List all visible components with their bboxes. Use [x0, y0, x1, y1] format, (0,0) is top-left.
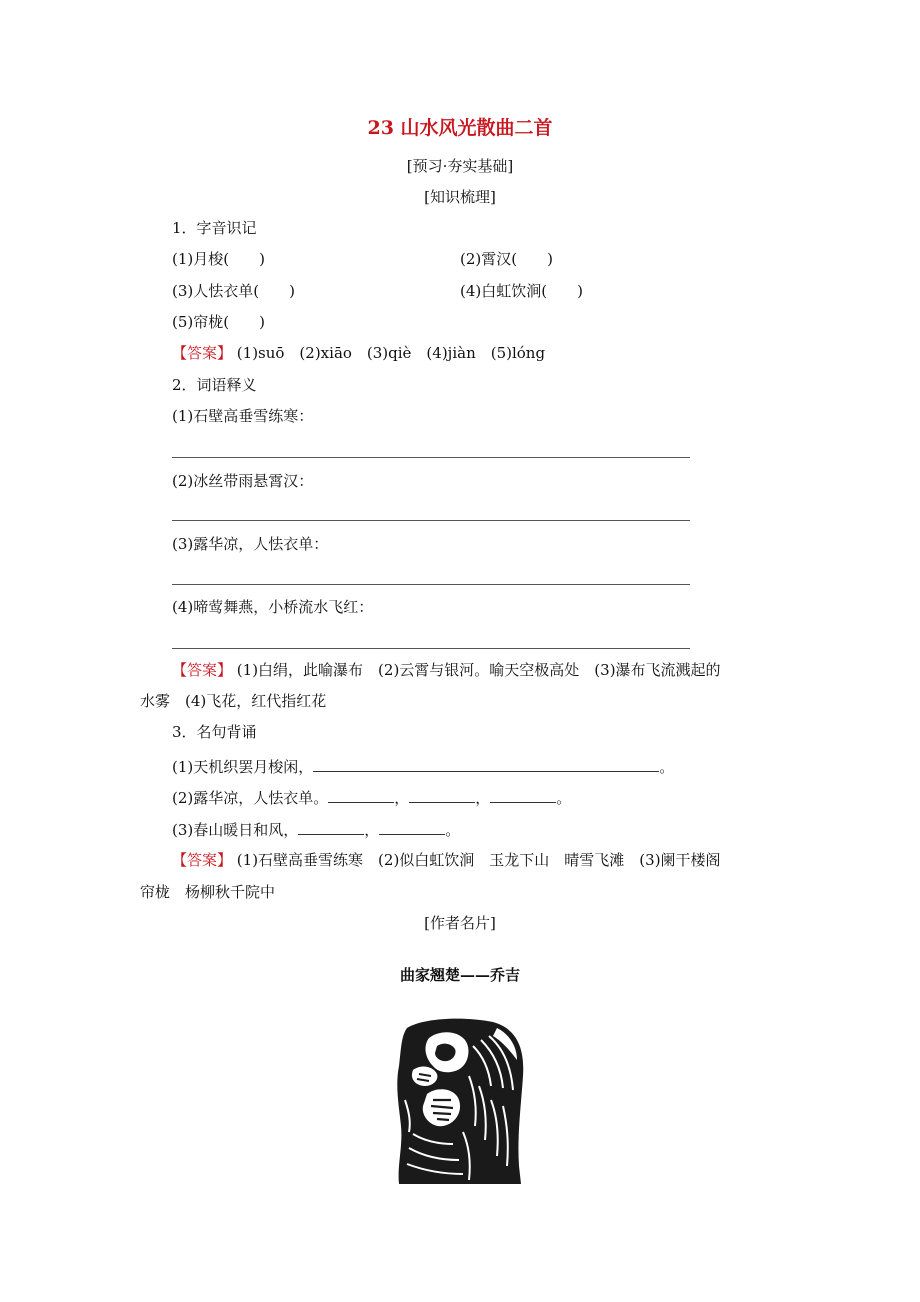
q2-item-3: (3)露华凉，人怯衣单： [172, 535, 329, 553]
author-title: 曲家翘楚——乔吉 [399, 966, 520, 984]
fill-blank [490, 787, 556, 803]
q2-item-2: (2)冰丝带雨悬霄汉： [172, 472, 314, 490]
q2-item-4: (4)啼莺舞燕，小桥流水飞红： [172, 598, 374, 616]
q1-item-3: (3)人怯衣单( ) [172, 282, 295, 300]
q3-item-3-text: (3)春山暖日和风， [172, 821, 299, 839]
comma: ， [394, 789, 410, 807]
q3-item-3 [172, 819, 460, 840]
q1-item-2: (2)霄汉( ) [460, 250, 553, 268]
q3-answer-text-1: (1)石壁高垂雪练寒 (2)似白虹饮涧 玉龙下山 晴雪飞滩 (3)阑干楼阁 [236, 851, 721, 869]
q3-item-2-text: (2)露华凉，人怯衣单。 [172, 789, 329, 807]
section-author-heading: [作者名片] [424, 914, 496, 932]
section-knowledge-heading: [知识梳理] [424, 188, 496, 206]
q1-answer [172, 343, 545, 363]
q2-heading: 2．词语释义 [172, 376, 257, 394]
fill-blank [328, 787, 394, 803]
q1-answer-text: (1)suō (2)xiāo (3)qiè (4)jiàn (5)lóng [236, 344, 546, 362]
q2-answer-line-2: 水雾 (4)飞花，红代指红花 [140, 692, 327, 710]
q1-heading: 1．字音识记 [172, 219, 257, 237]
answer-line [172, 648, 690, 649]
answer-line [172, 457, 690, 458]
answer-line [172, 584, 690, 585]
q3-heading: 3．名句背诵 [172, 723, 257, 741]
woodcut-portrait-illustration [393, 1016, 527, 1184]
author-portrait-image [393, 1016, 527, 1184]
q3-item-1 [172, 756, 674, 777]
q1-item-1: (1)月梭( ) [172, 250, 265, 268]
fill-blank [409, 787, 475, 803]
fill-blank [313, 756, 659, 772]
fill-blank [379, 819, 445, 835]
answer-tag: 【答案】 [172, 661, 233, 679]
q3-answer-line-2: 帘栊 杨柳秋千院中 [140, 883, 276, 901]
q1-item-5: (5)帘栊( ) [172, 313, 265, 331]
q3-answer-line-1 [172, 850, 721, 870]
q1-item-4: (4)白虹饮涧( ) [460, 282, 583, 300]
answer-tag: 【答案】 [172, 851, 233, 869]
q3-item-1-end: 。 [659, 758, 675, 776]
fill-blank [298, 819, 364, 835]
answer-tag: 【答案】 [172, 344, 233, 362]
q3-item-2 [172, 787, 571, 808]
q2-item-1: (1)石壁高垂雪练寒： [172, 407, 314, 425]
answer-line [172, 520, 690, 521]
q3-item-1-text: (1)天机织罢月梭闲， [172, 758, 314, 776]
q2-answer-text-1: (1)白绢，此喻瀑布 (2)云霄与银河。喻天空极高处 (3)瀑布飞流溅起的 [236, 661, 721, 679]
comma: ， [475, 789, 491, 807]
section-preview-heading: [预习·夯实基础] [406, 157, 514, 175]
period: 。 [445, 821, 461, 839]
period: 。 [556, 789, 572, 807]
q2-answer-line-1 [172, 660, 721, 680]
comma: ， [364, 821, 380, 839]
page-title: 23 山水风光散曲二首 [367, 117, 553, 139]
